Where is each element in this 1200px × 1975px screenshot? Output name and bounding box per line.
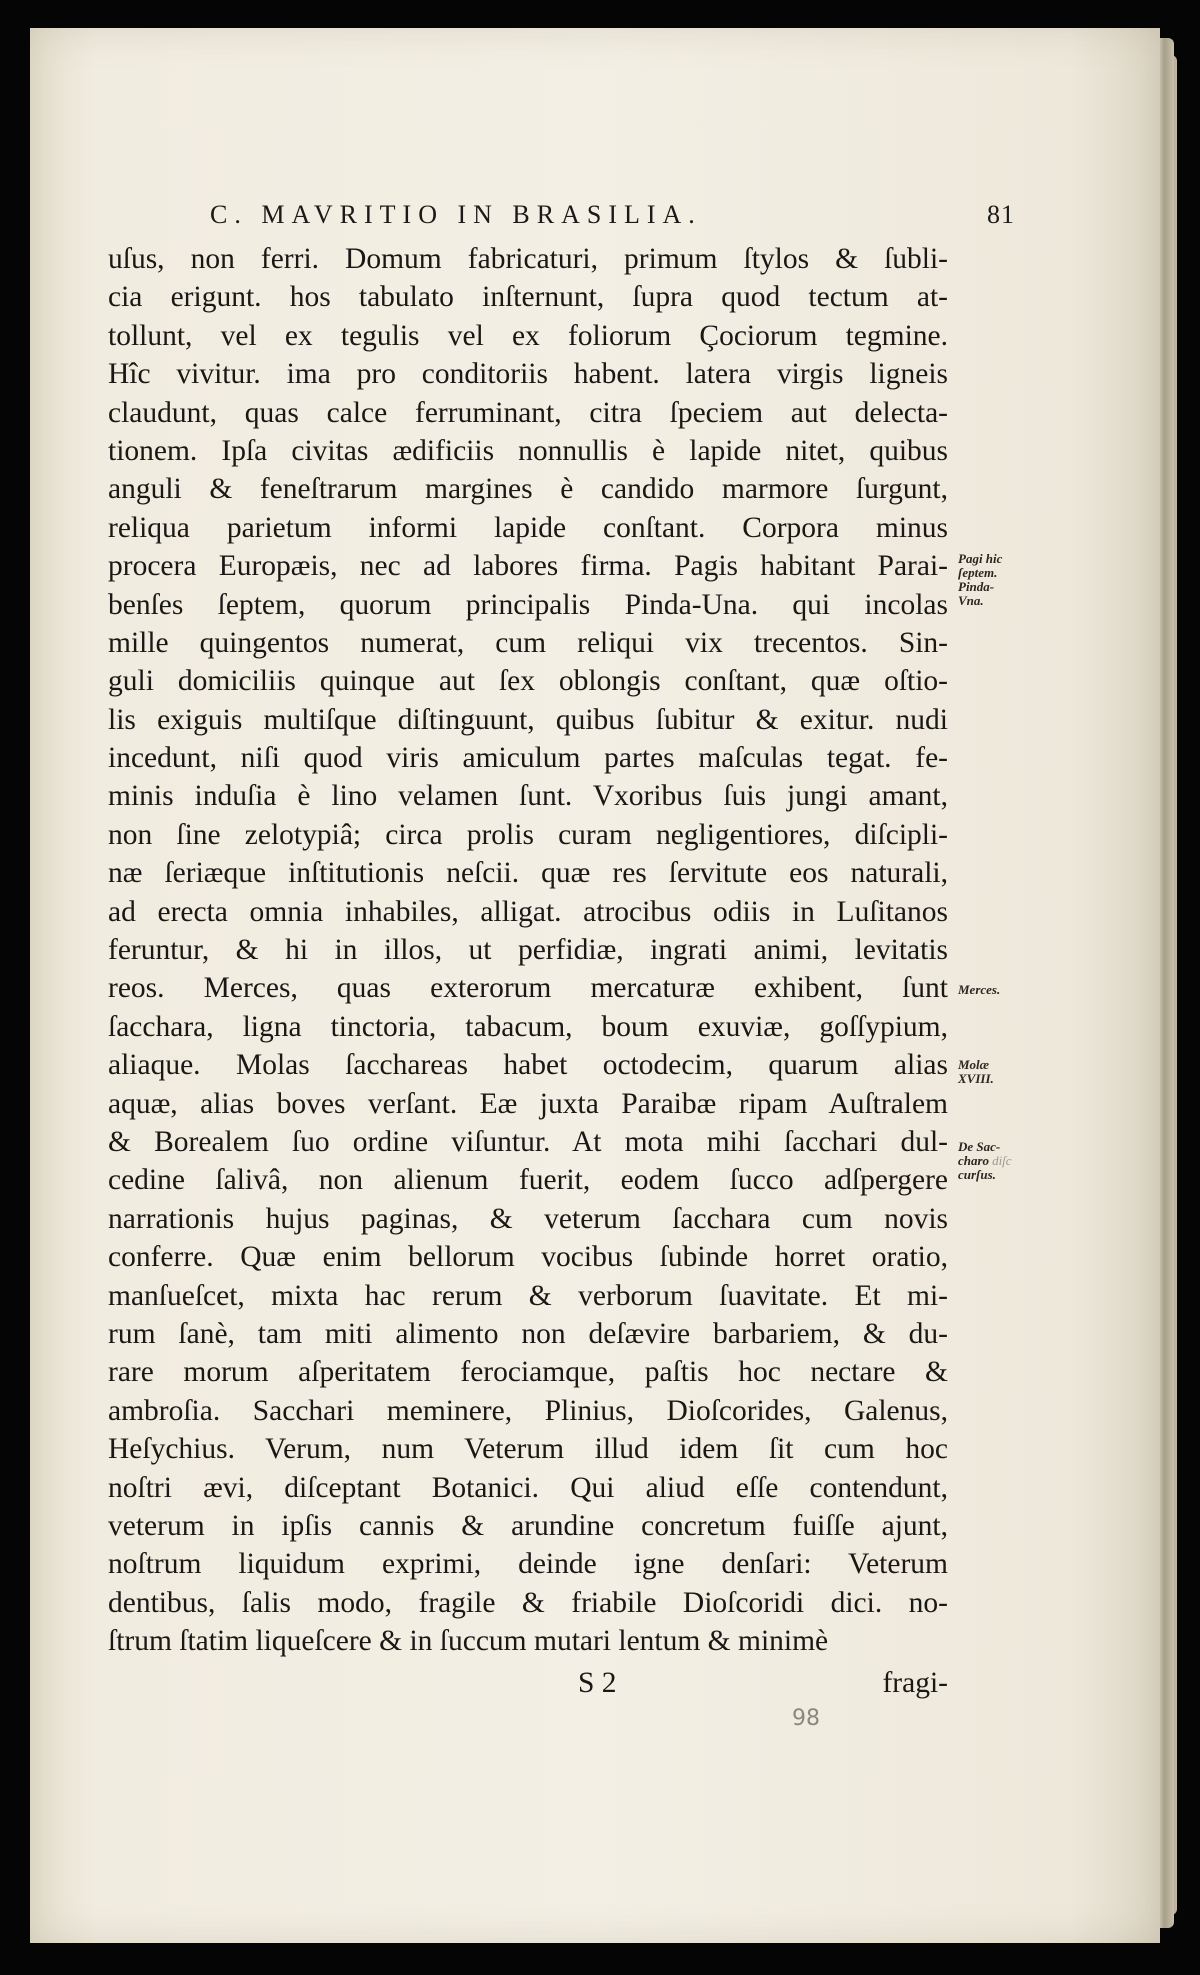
text-line: Hîc vivitur. ima pro conditoriis habent. latera virgis ligneis [108,358,948,391]
text-line: minis induſia è lino velamen ſunt. Vxoribus ſuis jungi amant, [108,780,948,813]
text-line: conferre. Quæ enim bellorum vocibus ſubinde horret oratio, [108,1241,948,1274]
running-title: C. MAVRITIO IN BRASILIA. [210,200,702,229]
text-line: uſus, non ferri. Domum fabricaturi, primum ſtylos & ſubli- [108,243,948,275]
margin-note-saccharo [958,1140,1028,1182]
text-line: reos. Merces, quas exterorum mercaturæ exhibent, ſunt [108,972,948,1005]
text-line: mille quingentos numerat, cum reliqui vix trecentos. Sin- [108,626,948,659]
margin-note-molae [958,1058,1028,1086]
pencil-annotation: diſc [992,1153,1012,1168]
body-text [108,240,948,1660]
signature-mark: S 2 [578,1667,617,1699]
margin-note-line [958,1140,1028,1154]
text-line: Heſychius. Verum, num Veterum illud idem ſit cum hoc [108,1433,948,1466]
margin-note-line: XVIII. [958,1071,994,1086]
margin-note-line: Vna. [958,593,984,608]
text-line: rum ſanè, tam miti alimento non deſævire barbariem, & du- [108,1317,948,1350]
text-line: feruntur, & hi in illos, ut perfidiæ, ingrati animi, levitatis [108,934,948,967]
text-line: cedine ſalivâ, non alienum fuerit, eodem ſucco adſpergere [108,1164,948,1197]
running-head [210,200,1015,230]
text-line: guli domiciliis quinque aut ſex oblongis conſtant, quæ oſtio- [108,665,948,698]
text-line: & Borealem ſuo ordine viſuntur. At mota mihi ſacchari dul- [108,1125,948,1158]
text-line: lis exiguis multiſque diſtinguunt, quibus ſubitur & exitur. nudi [108,703,948,736]
pencil-folio-number: 98 [792,1706,820,1731]
text-line: reliqua parietum informi lapide conſtant. Corpora minus [108,511,948,544]
margin-note-pagi [958,552,1028,608]
text-line: non ſine zelotypiâ; circa prolis curam negligentiores, diſcipli- [108,818,948,851]
margin-note-line [958,1154,1028,1168]
text-line: dentibus, ſalis modo, fragile & friabile Dioſcoridi dici. no- [108,1586,948,1619]
text-line: næ ſeriæque inſtitutionis neſcii. quæ res ſervitute eos naturali, [108,857,948,890]
text-line: benſes ſeptem, quorum principalis Pinda-Una. qui incolas [108,588,948,621]
catchword: fragi- [882,1667,948,1699]
page-footer [108,1667,948,1707]
margin-note-line: Pagi hic [958,551,1003,566]
margin-note-line: Merces. [958,982,1001,997]
margin-note-line: Pinda- [958,579,995,594]
text-line: ſacchara, ligna tinctoria, tabacum, boum exuviæ, goſſypium, [108,1010,948,1043]
page-number: 81 [987,200,1015,229]
text-line: cia erigunt. hos tabulato inſternunt, ſupra quod tectum at- [108,281,948,314]
text-line: tollunt, vel ex tegulis vel ex foliorum Çociorum tegmine. [108,319,948,352]
text-line: narrationis hujus paginas, & veterum ſacchara cum novis [108,1202,948,1235]
margin-note-text: De Sac- [958,1139,1001,1154]
text-line: procera Europæis, nec ad labores firma. Pagis habitant Parai- [108,550,948,583]
margin-note-merces [958,983,1028,997]
text-line: claudunt, quas calce ferruminant, citra ſpeciem aut delecta- [108,396,948,429]
text-line: rare morum aſperitatem ferociamque, paſtis hoc nectare & [108,1356,948,1389]
margin-note-line: ſeptem. [958,565,998,580]
margin-note-text: charo [958,1153,990,1168]
text-line: incedunt, niſi quod viris amiculum partes maſculas tegat. fe- [108,742,948,775]
text-line: manſueſcet, mixta hac rerum & verborum ſuavitate. Et mi- [108,1279,948,1312]
text-line: ad erecta omnia inhabiles, alligat. atrocibus odiis in Luſitanos [108,895,948,928]
text-line: veterum in ipſis cannis & arundine concretum fuiſſe ajunt, [108,1509,948,1542]
text-line: ſtrum ſtatim liqueſcere & in ſuccum mutari lentum & minimè [108,1625,829,1658]
text-line: tionem. Ipſa civitas ædificiis nonnullis è lapide nitet, quibus [108,434,948,467]
text-line: noſtrum liquidum exprimi, deinde igne denſari: Veterum [108,1548,948,1581]
text-line: aquæ, alias boves verſant. Eæ juxta Paraibæ ripam Auſtralem [108,1087,948,1120]
text-line: ambroſia. Sacchari meminere, Plinius, Dioſcorides, Galenus, [108,1394,948,1427]
margin-note-line: Molæ [958,1057,990,1072]
text-line: anguli & feneſtrarum margines è candido marmore ſurgunt, [108,473,948,506]
text-line: noſtri ævi, diſceptant Botanici. Qui aliud eſſe contendunt, [108,1471,948,1504]
margin-note-line: curſus. [958,1167,996,1182]
text-line: aliaque. Molas ſacchareas habet octodecim, quarum alias [108,1049,948,1082]
